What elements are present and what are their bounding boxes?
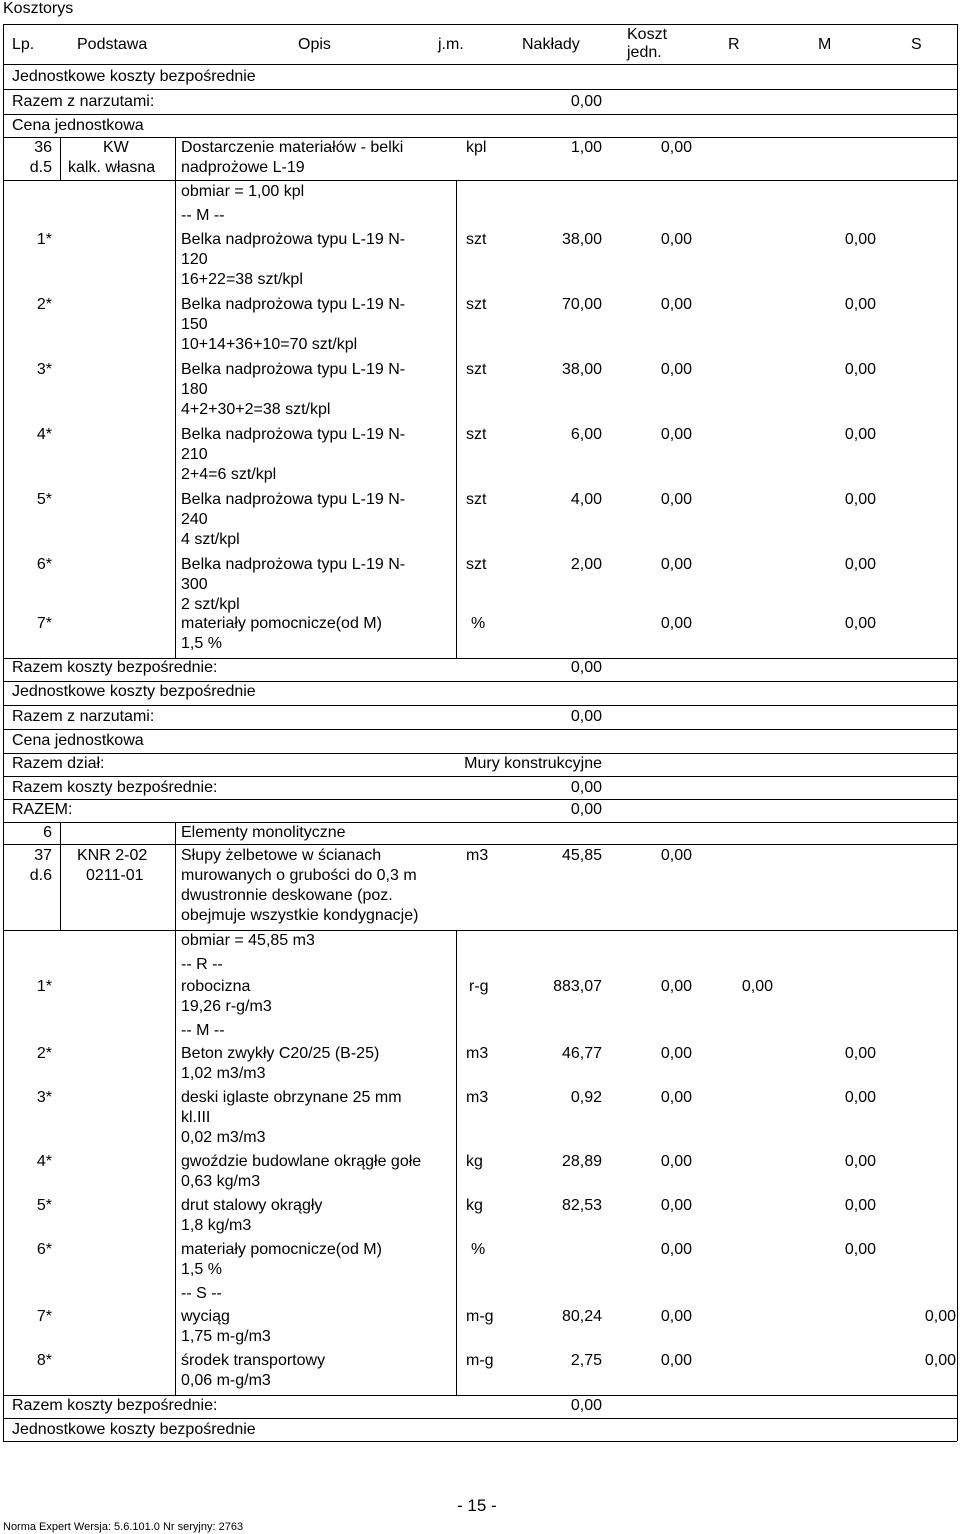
rule (175, 137, 176, 180)
pos37-m-group: -- M -- (181, 1022, 225, 1039)
pos36-item-norm: 10+14+36+10=70 szt/kpl (181, 336, 358, 353)
frame-bottom (3, 1441, 957, 1442)
rule (60, 822, 61, 844)
pos36-item-name-2: 150 (181, 316, 208, 333)
pos37-unit: m3 (466, 847, 489, 864)
dzial-razem-label: Razem dział: (12, 755, 105, 772)
pos36-item-m: 0,00 (844, 615, 876, 632)
pos36-basis: KW (103, 139, 129, 156)
header-koszt-jedn: jedn. (627, 44, 662, 61)
pos36-item-name: Belka nadprożowa typu L-19 N- (181, 491, 406, 508)
pos36-item-name-2: 240 (181, 511, 208, 528)
header-podstawa: Podstawa (77, 36, 148, 53)
rule (3, 930, 957, 931)
top-cena: Cena jednostkowa (12, 117, 144, 134)
pos37-item-unit: r-g (469, 978, 489, 995)
pos37-item-s: 0,00 (924, 1308, 956, 1325)
pos36-item-name: Belka nadprożowa typu L-19 N- (181, 556, 406, 573)
pos37-item-unit: m3 (466, 1089, 489, 1106)
pos37-item-m: 0,00 (844, 1197, 876, 1214)
pos36-item-name-2: 120 (181, 251, 208, 268)
pos37-item-m: 0,00 (844, 1045, 876, 1062)
pos36-item-unit: szt (466, 361, 487, 378)
header-r: R (728, 36, 740, 53)
pos37-razem-bezp-value: 0,00 (570, 1397, 602, 1414)
section-name: Elementy monolityczne (181, 824, 346, 841)
pos37-lp: 37 (34, 847, 52, 864)
pos36-razem-bezp-value: 0,00 (570, 659, 602, 676)
pos36-item-number: 6* (36, 556, 52, 573)
pos37-item-unit: kg (466, 1197, 483, 1214)
pos37-item-norm: 19,26 r-g/m3 (181, 998, 272, 1015)
rule (60, 137, 61, 180)
pos36-item-number: 2* (36, 296, 52, 313)
pos37-item-norm: 0,06 m-g/m3 (181, 1372, 271, 1389)
rule (3, 799, 957, 800)
pos36-item-norm: 16+22=38 szt/kpl (181, 271, 303, 288)
pos37-item-cost: 0,00 (660, 1308, 692, 1325)
pos37-item-name: środek transportowy (181, 1352, 326, 1369)
header-bottom-rule (3, 64, 957, 65)
pos36-item-cost: 0,00 (660, 491, 692, 508)
pos36-item-name: materiały pomocnicze(od M) (181, 615, 382, 632)
pos37-item-number: 1* (36, 978, 52, 995)
pos36-item-norm: 2 szt/kpl (181, 596, 240, 613)
pos37-s-group: -- S -- (181, 1285, 222, 1302)
pos36-item-unit: szt (466, 296, 487, 313)
dzial-razem-bezp-value: 0,00 (570, 779, 602, 796)
software-info: Norma Expert Wersja: 5.6.101.0 Nr seryjny: 2763 (3, 1521, 244, 1533)
pos36-desc-2: nadprożowe L-19 (181, 159, 305, 176)
pos36-item-name-2: 210 (181, 446, 208, 463)
pos36-item-cost: 0,00 (660, 361, 692, 378)
pos37-item-qty: 82,53 (561, 1197, 602, 1214)
pos37-item-name: materiały pomocnicze(od M) (181, 1241, 382, 1258)
pos37-lp-d: d.6 (29, 867, 52, 884)
pos37-item-cost: 0,00 (660, 1352, 692, 1369)
pos36-item-cost: 0,00 (660, 296, 692, 313)
rule (3, 705, 957, 706)
pos37-item-number: 7* (36, 1308, 52, 1325)
pos37-item-cost: 0,00 (660, 1153, 692, 1170)
pos36-obmiar: obmiar = 1,00 kpl (181, 183, 305, 200)
pos36-item-norm: 4+2+30+2=38 szt/kpl (181, 401, 331, 418)
frame-left (3, 24, 4, 1441)
pos37-cost: 0,00 (660, 847, 692, 864)
pos37-razem-bezp: Razem koszty bezpośrednie: (12, 1397, 218, 1414)
pos36-cost: 0,00 (660, 139, 692, 156)
pos37-item-norm: 1,02 m3/m3 (181, 1065, 266, 1082)
pos36-item-name-2: 300 (181, 576, 208, 593)
pos37-basis-2: 0211-01 (86, 867, 144, 884)
pos36-item-name: Belka nadprożowa typu L-19 N- (181, 296, 406, 313)
header-s: S (911, 36, 922, 53)
top-razem-narzut: Razem z narzutami: (12, 93, 155, 110)
pos37-item-qty: 28,89 (561, 1153, 602, 1170)
pos37-item-name: Beton zwykły C20/25 (B-25) (181, 1045, 380, 1062)
pos37-item-unit: m-g (466, 1352, 494, 1369)
pos36-item-qty: 38,00 (561, 231, 602, 248)
pos37-item-norm: 1,5 % (181, 1261, 222, 1278)
rule (175, 930, 176, 1395)
pos36-item-m: 0,00 (844, 296, 876, 313)
top-jednostkowe: Jednostkowe koszty bezpośrednie (12, 68, 256, 85)
pos37-item-number: 4* (36, 1153, 52, 1170)
pos36-qty: 1,00 (570, 139, 602, 156)
header-koszt: Koszt (627, 26, 668, 43)
rule (3, 822, 957, 823)
header-m: M (818, 36, 832, 53)
page-title: Kosztorys (3, 0, 74, 17)
rule (175, 180, 176, 658)
pos36-item-m: 0,00 (844, 491, 876, 508)
pos36-item-norm: 1,5 % (181, 635, 222, 652)
pos36-item-cost: 0,00 (660, 556, 692, 573)
pos37-item-norm: 0,63 kg/m3 (181, 1173, 261, 1190)
pos37-item-unit: m3 (466, 1045, 489, 1062)
pos36-item-number: 5* (36, 491, 52, 508)
dzial-razem-bezp: Razem koszty bezpośrednie: (12, 779, 218, 796)
pos36-lp: 36 (34, 139, 52, 156)
pos37-item-qty: 80,24 (561, 1308, 602, 1325)
pos36-cena: Cena jednostkowa (12, 732, 144, 749)
pos37-item-norm: 0,02 m3/m3 (181, 1129, 266, 1146)
pos37-basis: KNR 2-02 (77, 847, 148, 864)
header-opis: Opis (298, 36, 331, 53)
pos36-item-cost: 0,00 (660, 615, 692, 632)
pos36-item-number: 4* (36, 426, 52, 443)
pos37-item-number: 5* (36, 1197, 52, 1214)
pos36-razem-narzut: Razem z narzutami: (12, 708, 155, 725)
pos37-item-name: robocizna (181, 978, 251, 995)
pos37-desc: dwustronnie deskowane (poz. (181, 887, 393, 904)
pos37-desc: murowanych o grubości do 0,3 m (181, 867, 417, 884)
pos37-item-number: 6* (36, 1241, 52, 1258)
pos36-item-norm: 2+4=6 szt/kpl (181, 466, 277, 483)
pos37-item-norm: 1,75 m-g/m3 (181, 1328, 271, 1345)
rule (456, 180, 457, 658)
pos36-item-number: 3* (36, 361, 52, 378)
rule (3, 844, 957, 845)
pos37-item-m: 0,00 (844, 1089, 876, 1106)
pos37-item-norm: 1,8 kg/m3 (181, 1217, 252, 1234)
top-razem-narzut-value: 0,00 (570, 93, 602, 110)
pos36-item-m: 0,00 (844, 556, 876, 573)
rule (3, 776, 957, 777)
pos36-item-qty: 6,00 (570, 426, 602, 443)
pos36-item-qty: 38,00 (561, 361, 602, 378)
pos36-m-group: -- M -- (181, 207, 225, 224)
pos37-item-m: 0,00 (844, 1153, 876, 1170)
dzial-name: Mury konstrukcyjne (464, 755, 602, 772)
pos36-basis-2: kalk. własna (68, 159, 156, 176)
rule (175, 822, 176, 844)
pos36-razem-narzut-value: 0,00 (570, 708, 602, 725)
pos37-desc: Słupy żelbetowe w ścianach (181, 847, 382, 864)
pos37-item-name: wyciąg (181, 1308, 230, 1325)
pos36-item-unit: szt (466, 491, 487, 508)
pos37-jednostkowe: Jednostkowe koszty bezpośrednie (12, 1421, 256, 1438)
pos36-desc-1: Dostarczenie materiałów - belki (181, 139, 404, 156)
rule (3, 89, 957, 90)
pos36-item-name-2: 180 (181, 381, 208, 398)
pos37-item-number: 2* (36, 1045, 52, 1062)
pos36-item-qty: 4,00 (570, 491, 602, 508)
rule (3, 1418, 957, 1419)
pos36-item-name: Belka nadprożowa typu L-19 N- (181, 231, 406, 248)
pos36-item-unit: szt (466, 426, 487, 443)
rule (3, 180, 957, 181)
header-lp: Lp. (12, 36, 35, 53)
pos37-obmiar: obmiar = 45,85 m3 (181, 932, 315, 949)
pos37-item-qty: 2,75 (570, 1352, 602, 1369)
pos36-item-name: Belka nadprożowa typu L-19 N- (181, 426, 406, 443)
pos36-item-unit: % (471, 615, 486, 632)
pos37-item-r: 0,00 (741, 978, 773, 995)
pos36-item-m: 0,00 (844, 231, 876, 248)
pos36-item-number: 7* (36, 615, 52, 632)
rule (60, 844, 61, 930)
rule (3, 114, 957, 115)
pos36-item-number: 1* (36, 231, 52, 248)
pos36-jednostkowe: Jednostkowe koszty bezpośrednie (12, 683, 256, 700)
pos36-item-cost: 0,00 (660, 231, 692, 248)
pos37-item-number: 3* (36, 1089, 52, 1106)
pos37-item-cost: 0,00 (660, 1241, 692, 1258)
pos37-item-unit: m-g (466, 1308, 494, 1325)
pos37-item-name: gwoździe budowlane okrągłe gołe (181, 1153, 422, 1170)
pos36-item-cost: 0,00 (660, 426, 692, 443)
pos37-r-group: -- R -- (181, 956, 223, 973)
pos36-unit: kpl (466, 139, 487, 156)
pos37-item-qty: 46,77 (561, 1045, 602, 1062)
pos37-item-s: 0,00 (924, 1352, 956, 1369)
header-jm: j.m. (438, 36, 464, 53)
pos37-item-m: 0,00 (844, 1241, 876, 1258)
header-top-rule (3, 24, 957, 25)
pos36-item-m: 0,00 (844, 361, 876, 378)
pos37-item-qty: 0,92 (570, 1089, 602, 1106)
pos36-razem-bezp: Razem koszty bezpośrednie: (12, 659, 218, 676)
rule (175, 844, 176, 930)
pos37-item-cost: 0,00 (660, 978, 692, 995)
pos37-item-cost: 0,00 (660, 1045, 692, 1062)
pos36-item-unit: szt (466, 556, 487, 573)
pos37-item-unit: % (471, 1241, 486, 1258)
pos37-item-cost: 0,00 (660, 1089, 692, 1106)
rule (3, 729, 957, 730)
pos36-item-qty: 70,00 (561, 296, 602, 313)
header-naklady: Nakłady (522, 36, 580, 53)
pos36-item-qty: 2,00 (570, 556, 602, 573)
pos37-item-unit: kg (466, 1153, 483, 1170)
pos37-item-name: drut stalowy okrągły (181, 1197, 323, 1214)
section-number: 6 (43, 824, 52, 841)
frame-right (957, 24, 958, 1441)
dzial-razem-value: 0,00 (570, 801, 602, 818)
pos36-item-norm: 4 szt/kpl (181, 531, 240, 548)
pos37-item-qty: 883,07 (553, 978, 602, 995)
pos36-lp-d: d.5 (29, 159, 52, 176)
pos36-item-m: 0,00 (844, 426, 876, 443)
pos37-item-name: deski iglaste obrzynane 25 mm (181, 1089, 402, 1106)
rule (456, 930, 457, 1395)
pos37-item-number: 8* (36, 1352, 52, 1369)
pos37-item-cost: 0,00 (660, 1197, 692, 1214)
pos36-item-name: Belka nadprożowa typu L-19 N- (181, 361, 406, 378)
pos37-desc: obejmuje wszystkie kondygnacje) (181, 907, 419, 924)
page-number: - 15 - (457, 1496, 497, 1515)
pos36-item-unit: szt (466, 231, 487, 248)
pos37-item-name: kl.III (181, 1109, 211, 1126)
dzial-razem: RAZEM: (12, 801, 73, 818)
pos37-qty: 45,85 (561, 847, 602, 864)
